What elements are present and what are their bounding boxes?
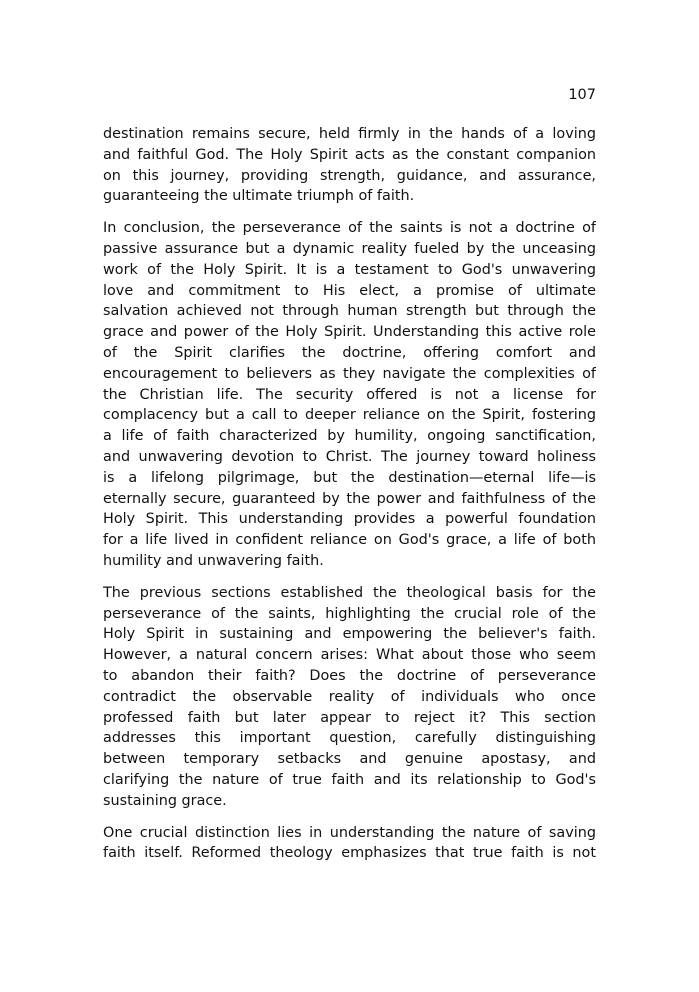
text-line: humility and unwavering faith. xyxy=(103,552,324,569)
text-line: on this journey, providing strength, guidance, and assurance, xyxy=(103,167,596,184)
page-number: 107 xyxy=(568,87,596,103)
text-line: and unwavering devotion to Christ. The journey toward holiness xyxy=(103,448,596,465)
text-line: perseverance of the saints, highlighting the crucial role of the xyxy=(103,605,596,622)
text-line: for a life lived in confident reliance on God's grace, a life of both xyxy=(103,532,596,549)
text-line: However, a natural concern arises: What about those who seem xyxy=(103,647,596,664)
text-line: complacency but a call to deeper reliance on the Spirit, fostering xyxy=(103,407,596,424)
text-line: and faithful God. The Holy Spirit acts as the constant companion xyxy=(103,146,596,163)
text-line: work of the Holy Spirit. It is a testament to God's unwavering xyxy=(103,261,596,278)
text-line: guaranteeing the ultimate triumph of faith. xyxy=(103,188,415,205)
text-line: One crucial distinction lies in understanding the nature of saving xyxy=(103,824,596,841)
text-line: Holy Spirit in sustaining and empowering the believer's faith. xyxy=(103,626,596,643)
paragraph-3 xyxy=(103,583,596,812)
text-line: between temporary setbacks and genuine apostasy, and xyxy=(103,751,596,768)
text-line: contradict the observable reality of individuals who once xyxy=(103,688,596,705)
paragraph-2 xyxy=(103,218,596,572)
paragraph-4 xyxy=(103,823,596,865)
text-line: clarifying the nature of true faith and its relationship to God's xyxy=(103,771,596,788)
text-line: The previous sections established the theological basis for the xyxy=(103,584,596,601)
text-line: sustaining grace. xyxy=(103,792,227,809)
text-line: to abandon their faith? Does the doctrine of perseverance xyxy=(103,667,596,684)
text-line: the Christian life. The security offered is not a license for xyxy=(103,386,596,403)
text-line: faith itself. Reformed theology emphasizes that true faith is not xyxy=(103,845,596,862)
text-line: destination remains secure, held firmly in the hands of a loving xyxy=(103,126,596,142)
paragraph-1 xyxy=(103,124,596,207)
text-line: love and commitment to His elect, a promise of ultimate xyxy=(103,282,596,299)
text-line: salvation achieved not through human strength but through the xyxy=(103,303,596,320)
text-line: eternally secure, guaranteed by the power and faithfulness of the xyxy=(103,490,596,507)
text-line: professed faith but later appear to reject it? This section xyxy=(103,709,596,726)
text-line: passive assurance but a dynamic reality fueled by the unceasing xyxy=(103,240,596,257)
text-line: encouragement to believers as they navigate the complexities of xyxy=(103,365,596,382)
text-line: Holy Spirit. This understanding provides a powerful foundation xyxy=(103,511,596,528)
text-line: In conclusion, the perseverance of the saints is not a doctrine of xyxy=(103,220,596,237)
text-line: is a lifelong pilgrimage, but the destination—eternal life—is xyxy=(103,469,596,486)
text-line: addresses this important question, carefully distinguishing xyxy=(103,730,596,747)
text-line: of the Spirit clarifies the doctrine, offering comfort and xyxy=(103,344,596,361)
text-line: grace and power of the Holy Spirit. Understanding this active role xyxy=(103,324,596,341)
text-line: a life of faith characterized by humility, ongoing sanctification, xyxy=(103,428,596,445)
body-text xyxy=(103,124,596,875)
